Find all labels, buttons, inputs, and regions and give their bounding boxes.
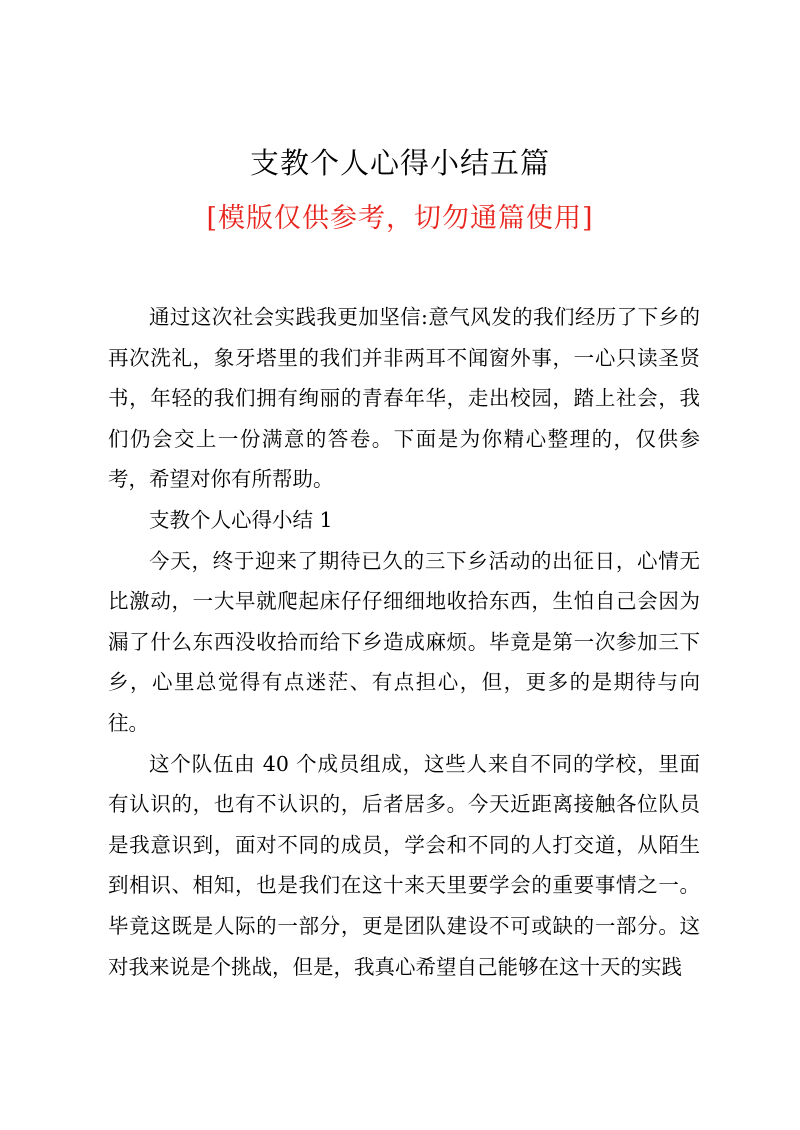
section-heading: 支教个人心得小结 1	[149, 507, 333, 532]
document-body	[108, 297, 700, 987]
intro-paragraph: 通过这次社会实践我更加坚信:意气风发的我们经历了下乡的再次洗礼，象牙塔里的我们并非两耳不闻窗外事，一心只读圣贤书，年轻的我们拥有绚丽的青春年华，走出校园，踏上社会，我们仍会交上一份满意的答卷。下面是为你精心整理的，仅供参考，希望对你有所帮助。	[108, 305, 700, 492]
document-title: 支教个人心得小结五篇	[249, 146, 550, 180]
body-paragraph: 这个队伍由 40 个成员组成，这些人来自不同的学校，里面有认识的，也有不认识的，后者居多。今天近距离接触各位队员是我意识到，面对不同的成员，学会和不同的人打交道，从陌生到相识、相知，也是我们在这十来天里要学会的重要事情之一。毕竟这既是人际的一部分，更是团队建设不可或缺的一部分。这对我来说是个挑战，但是，我真心希望自己能够在这十天的实践	[108, 751, 700, 979]
template-notice: [模版仅供参考，切勿通篇使用]	[206, 203, 594, 234]
body-paragraph: 今天，终于迎来了期待已久的三下乡活动的出征日，心情无比激动，一大早就爬起床仔仔细细地收拾东西，生怕自己会因为漏了什么东西没收拾而给下乡造成麻烦。毕竟是第一次参加三下乡，心里总觉得有点迷茫、有点担心，但，更多的是期待与向往。	[108, 548, 700, 735]
